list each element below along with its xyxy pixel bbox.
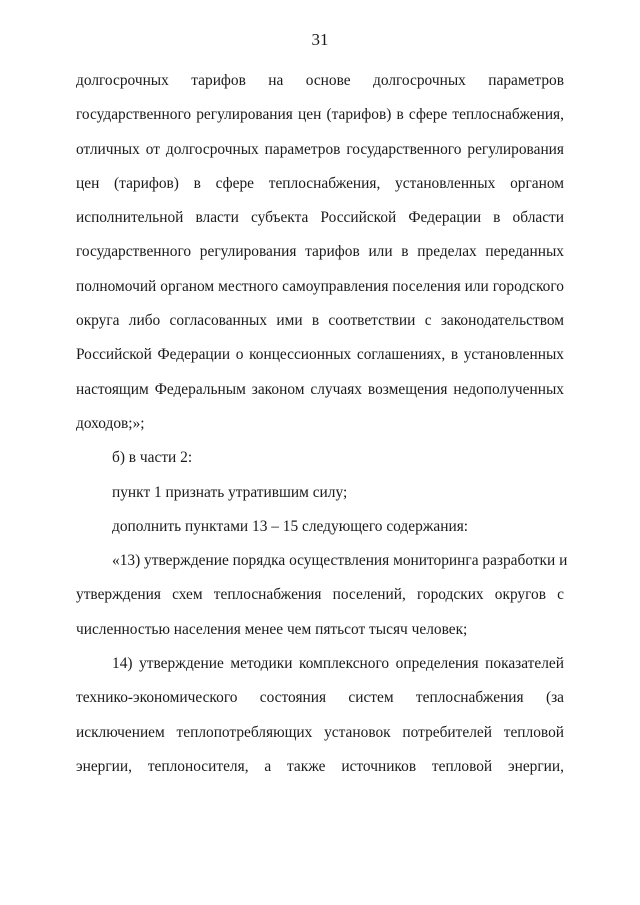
text-line: численностью населения менее чем пятьсот тысяч человек; (76, 620, 468, 638)
text-line: цен (тарифов) в сфере теплоснабжения, установленных органом (76, 174, 564, 192)
text-line: полномочий органом местного самоуправления поселения или городского (76, 277, 564, 295)
text-line: округа либо согласованных ими в соответствии с законодательством (76, 312, 564, 330)
text-line: исключением теплопотребляющих установок потребителей тепловой (76, 723, 564, 741)
text-line: государственного регулирования тарифов или в пределах переданных (76, 243, 564, 261)
body-text (76, 64, 568, 784)
paragraph-line: 14) утверждение методики комплексного определения показателей (112, 655, 564, 673)
text-line: государственного регулирования цен (тарифов) в сфере теплоснабжения, (76, 106, 564, 124)
paragraph-line: дополнить пунктами 13 – 15 следующего содержания: (112, 517, 469, 535)
text-line: Российской Федерации о концессионных соглашениях, в установленных (76, 346, 564, 364)
text-line: энергии, теплоносителя, а также источников тепловой энергии, (76, 757, 564, 775)
paragraph-line: «13) утверждение порядка осуществления мониторинга разработки и (112, 552, 568, 570)
paragraph-line: пункт 1 признать утратившим силу; (112, 483, 348, 501)
text-line: настоящим Федеральным законом случаях возмещения недополученных (76, 380, 564, 398)
text-line: доходов;»; (76, 414, 145, 432)
text-line: долгосрочных тарифов на основе долгосрочных параметров (76, 72, 564, 89)
text-line: утверждения схем теплоснабжения поселений, городских округов с (76, 586, 564, 604)
text-line: отличных от долгосрочных параметров государственного регулирования (76, 140, 564, 158)
text-line: технико-экономического состояния систем теплоснабжения (за (76, 689, 564, 707)
paragraph-line: б) в части 2: (112, 449, 193, 467)
page-number: 31 (311, 30, 329, 49)
text-line: исполнительной власти субъекта Российской Федерации в области (76, 209, 564, 227)
